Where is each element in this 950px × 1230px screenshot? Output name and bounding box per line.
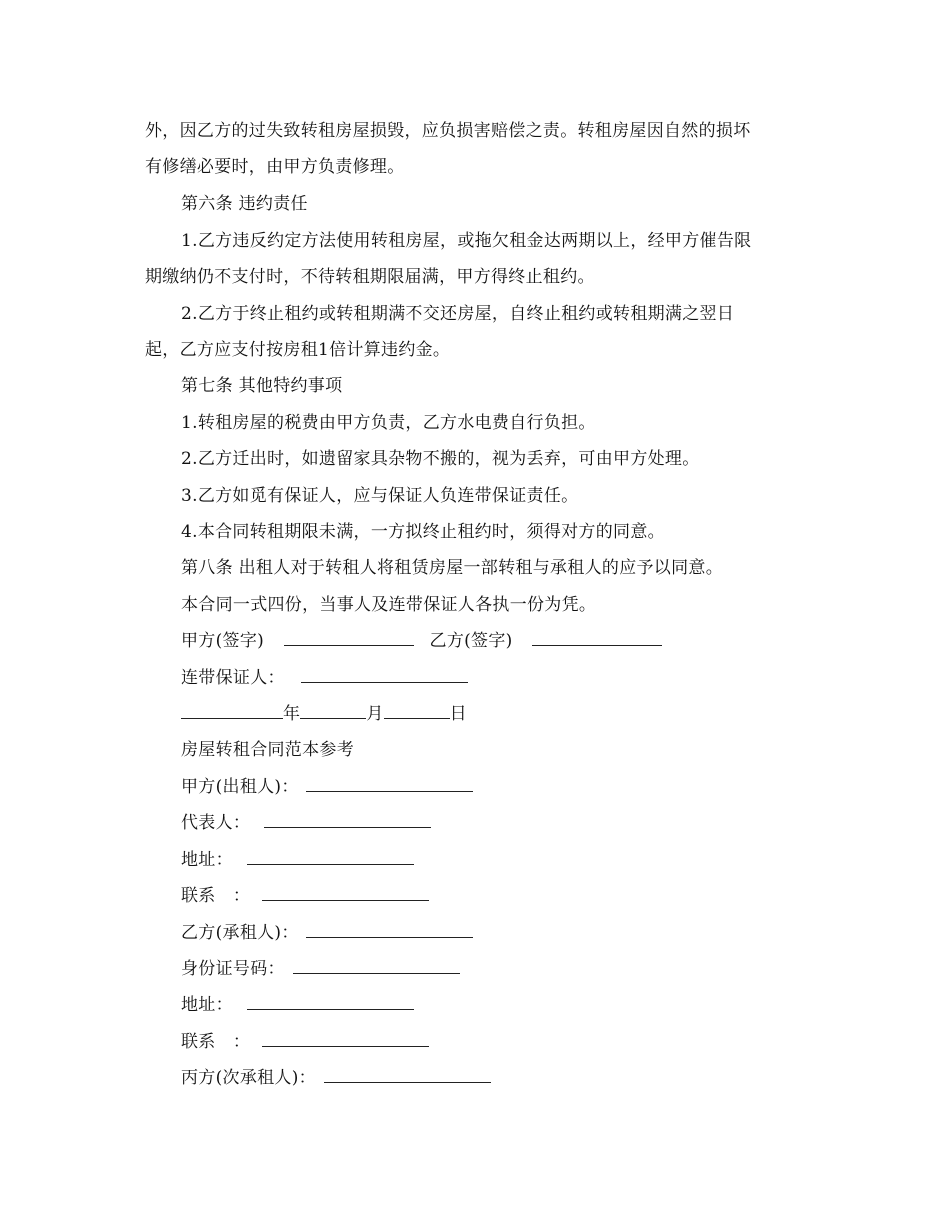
representative-field[interactable]	[264, 812, 431, 828]
address-a-row	[181, 849, 414, 871]
representative-label: 代表人：	[181, 813, 251, 833]
paragraph-line: 期缴纳仍不支付时，不待转租期限届满，甲方得终止租约。	[145, 267, 595, 287]
paragraph-line: 2.乙方于终止租约或转租期满不交还房屋，自终止租约或转租期满之翌日	[181, 304, 735, 324]
date-row	[181, 703, 467, 725]
party-b-lessee-row	[181, 922, 473, 944]
party-b-sign-label: 乙方(签字)	[429, 631, 513, 651]
party-a-sign-field[interactable]	[284, 630, 414, 646]
day-label: 日	[449, 704, 467, 724]
party-c-sublessee-label: 丙方(次承租人)：	[181, 1068, 316, 1088]
paragraph-line: 1.转租房屋的税费由甲方负责，乙方水电费自行负担。	[181, 413, 596, 433]
address-b-row	[181, 994, 414, 1016]
address-b-field[interactable]	[247, 994, 414, 1010]
year-field[interactable]	[181, 703, 283, 719]
guarantor-label: 连带保证人：	[181, 668, 285, 688]
address-a-label: 地址：	[181, 850, 233, 870]
article-6-heading: 第六条 违约责任	[181, 194, 308, 214]
id-number-field[interactable]	[293, 958, 460, 974]
id-number-row	[181, 958, 460, 980]
party-b-lessee-field[interactable]	[306, 922, 473, 938]
paragraph-line: 2.乙方迁出时，如遗留家具杂物不搬的，视为丢弃，可由甲方处理。	[181, 449, 700, 469]
representative-row	[181, 812, 431, 834]
article-7-heading: 第七条 其他特约事项	[181, 376, 343, 396]
contact-a-field[interactable]	[262, 885, 429, 901]
address-b-label: 地址：	[181, 995, 233, 1015]
month-label: 月	[366, 704, 384, 724]
contact-b-row	[181, 1031, 429, 1053]
month-field[interactable]	[300, 703, 366, 719]
signature-row	[181, 630, 662, 652]
party-a-sign-label: 甲方(签字)	[181, 631, 265, 651]
party-a-lessor-label: 甲方(出租人)：	[181, 777, 299, 797]
party-c-sublessee-field[interactable]	[324, 1067, 491, 1083]
article-8-line: 第八条 出租人对于转租人将租赁房屋一部转租与承租人的应予以同意。	[181, 558, 724, 578]
contact-b-field[interactable]	[262, 1031, 429, 1047]
guarantor-row	[181, 667, 468, 689]
year-label: 年	[283, 704, 301, 724]
paragraph-line: 外，因乙方的过失致转租房屋损毁，应负损害赔偿之责。转租房屋因自然的损坏	[145, 121, 751, 141]
party-a-lessor-field[interactable]	[306, 776, 473, 792]
paragraph-line: 有修缮必要时，由甲方负责修理。	[145, 157, 405, 177]
contact-a-label: 联系 ：	[181, 886, 251, 906]
paragraph-line: 4.本合同转租期限未满，一方拟终止租约时，须得对方的同意。	[181, 522, 665, 542]
day-field[interactable]	[384, 703, 450, 719]
id-number-label: 身份证号码：	[181, 959, 285, 979]
paragraph-line: 1.乙方违反约定方法使用转租房屋，或拖欠租金达两期以上，经甲方催告限	[181, 231, 752, 251]
paragraph-line: 3.乙方如觅有保证人，应与保证人负连带保证责任。	[181, 486, 579, 506]
paragraph-line: 起，乙方应支付按房租1倍计算违约金。	[145, 340, 451, 360]
contact-b-label: 联系 ：	[181, 1032, 251, 1052]
copies-line: 本合同一式四份，当事人及连带保证人各执一份为凭。	[181, 595, 597, 615]
party-c-sublessee-row	[181, 1067, 491, 1089]
contact-a-row	[181, 885, 429, 907]
address-a-field[interactable]	[247, 849, 414, 865]
guarantor-field[interactable]	[301, 667, 468, 683]
party-b-lessee-label: 乙方(承租人)：	[181, 923, 299, 943]
party-b-sign-field[interactable]	[532, 630, 662, 646]
template-title: 房屋转租合同范本参考	[181, 740, 354, 760]
party-a-lessor-row	[181, 776, 473, 798]
